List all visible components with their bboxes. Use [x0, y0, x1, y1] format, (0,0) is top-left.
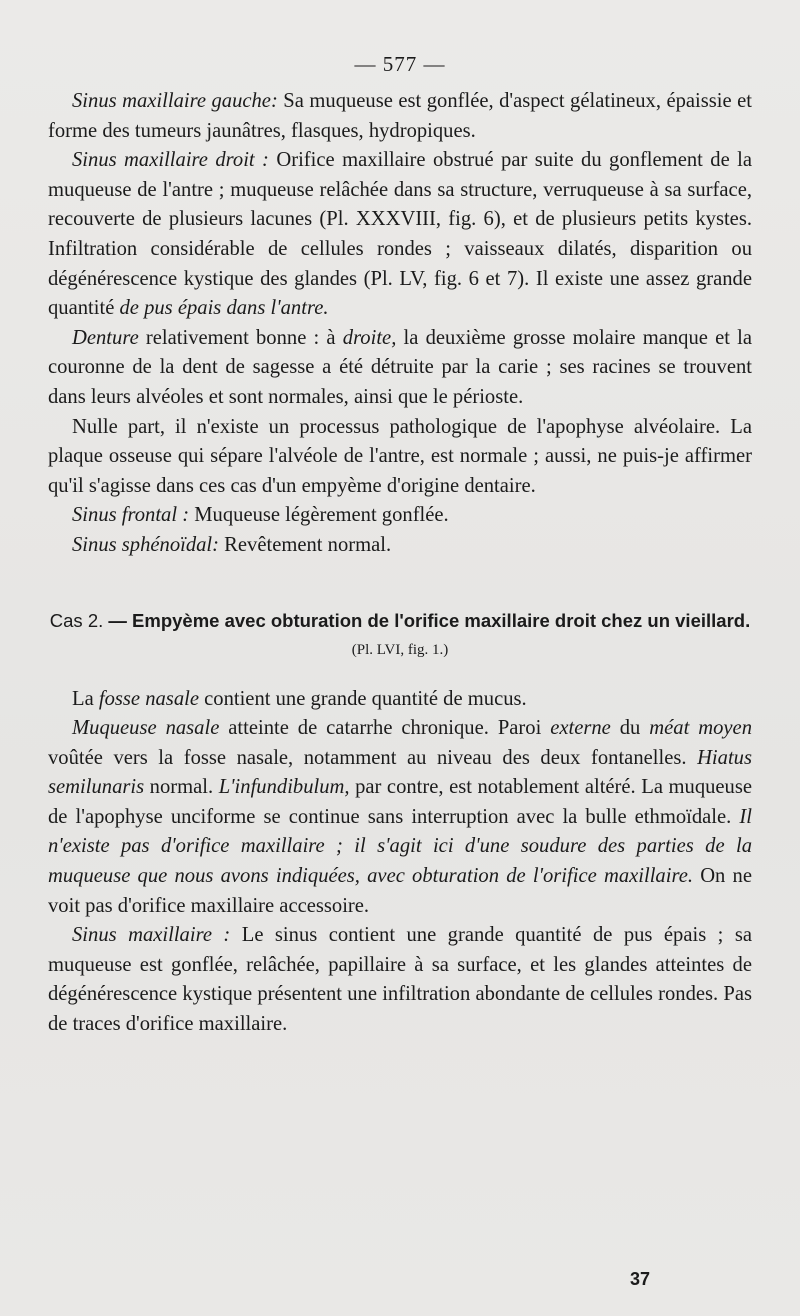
section-label: Denture [72, 326, 139, 349]
emphasis-text: Il n'existe pas d'orifice maxillaire ; il s'agit ici d'une soudure des parties de la muqueuse que nous avons indiquées, avec obturation de l'orifice maxillaire. [48, 805, 752, 888]
paragraph-text: du [610, 717, 650, 740]
paragraph-text: relativement bonne : à [138, 326, 343, 349]
paragraph-denture [48, 324, 752, 413]
emphasis-text: Hiatus semilunaris [48, 746, 752, 799]
plate-reference: (Pl. LVI, fig. 1.) [351, 641, 449, 658]
emphasis-text: Muqueuse nasale [72, 717, 220, 740]
case-title: — Empyème avec obturation de l'orifice maxillaire droit chez un vieillard. [103, 609, 751, 631]
paragraph-sinus-maxillaire-droit [48, 146, 752, 324]
paragraph-text: normal. [144, 776, 219, 799]
paragraph-sinus-frontal [48, 501, 752, 531]
paragraph-text: La [72, 687, 99, 710]
paragraph-text: la deuxième grosse molaire manque et la couronne de la dent de sagesse a été détruite par la carie ; ses racines se trouvent dans leurs alvéoles et sont normales, ainsi que le périoste. [48, 326, 752, 408]
section-label: Sinus sphénoïdal: [72, 533, 220, 556]
paragraph-sinus-sphenoidal [48, 531, 752, 561]
emphasis-text: de pus épais dans l'antre. [119, 297, 329, 320]
paragraph-nulle-part [48, 413, 752, 502]
paragraph-text: par contre, est notablement altéré. La muqueuse de l'apophyse unciforme se continue sans interruption avec la bulle ethmoïdale. [48, 776, 753, 828]
section-label: Sinus maxillaire : [72, 924, 231, 947]
section-label: Sinus frontal : [72, 504, 190, 527]
paragraph-text: Le sinus contient une grande quantité de pus épais ; sa muqueuse est gonflée, relâchée, papillaire à sa surface, et les glandes atteintes de dégénérescence kystique présentent une infiltration abondante de cellules rondes. Pas de traces d'orifice maxillaire. [48, 924, 752, 1036]
case-heading [48, 607, 752, 634]
paragraph-fosse-nasale [48, 685, 752, 715]
paragraph-text: On ne voit pas d'orifice maxillaire accessoire. [48, 865, 752, 917]
paragraph-text: atteinte de catarrhe chronique. Paroi [219, 717, 551, 740]
section-label: Sinus maxillaire droit : [72, 149, 269, 172]
paragraph-text: Orifice maxillaire obstrué par suite du gonflement de la muqueuse de l'antre ; muqueuse relâchée dans sa structure, verruqueuse à sa surface, recouverte de plusieurs lacunes (Pl. XXXVIII, fig. 6), et de plusieurs petits kystes. Infiltration considérable de cellules rondes ; vaisseaux dilatés, disparition ou dégénérescence kystique des glandes (Pl. LV, fig. 6 et 7). Il existe une assez grande quantité [48, 149, 752, 320]
paragraph-text: voûtée vers la fosse nasale, notamment au niveau des deux fontanelles. [48, 746, 698, 769]
signature-number: 37 [629, 1269, 650, 1289]
emphasis-text: L'infundibulum, [218, 776, 350, 799]
paragraph-text: Muqueuse légèrement gonflée. [189, 504, 449, 527]
paragraph-sinus-maxillaire-gauche [48, 87, 752, 146]
emphasis-text: méat moyen [649, 717, 752, 740]
emphasis-text: fosse nasale [98, 687, 199, 710]
paragraph-muqueuse-nasale [48, 714, 752, 921]
paragraph-text: contient une grande quantité de mucus. [198, 687, 527, 710]
paragraph-sinus-maxillaire [48, 921, 752, 1039]
paragraph-text: Revêtement normal. [219, 533, 392, 556]
section-label: Sinus maxillaire gauche: [72, 90, 278, 112]
page-number: — 577 — [354, 52, 446, 76]
paragraph-text: Sa muqueuse est gonflée, d'aspect gélatineux, épaissie et forme des tumeurs jaunâtres, flasques, hydropiques. [48, 90, 752, 142]
case-number: Cas 2. [49, 609, 104, 631]
emphasis-text: externe [550, 717, 611, 740]
paragraph-text: Nulle part, il n'existe un processus pathologique de l'apophyse alvéolaire. La plaque osseuse qui sépare l'alvéole de l'antre, est normale ; aussi, ne puis-je affirmer qu'il s'agisse dans ces cas d'un empyème d'origine dentaire. [48, 415, 752, 497]
emphasis-text: droite, [342, 326, 397, 349]
